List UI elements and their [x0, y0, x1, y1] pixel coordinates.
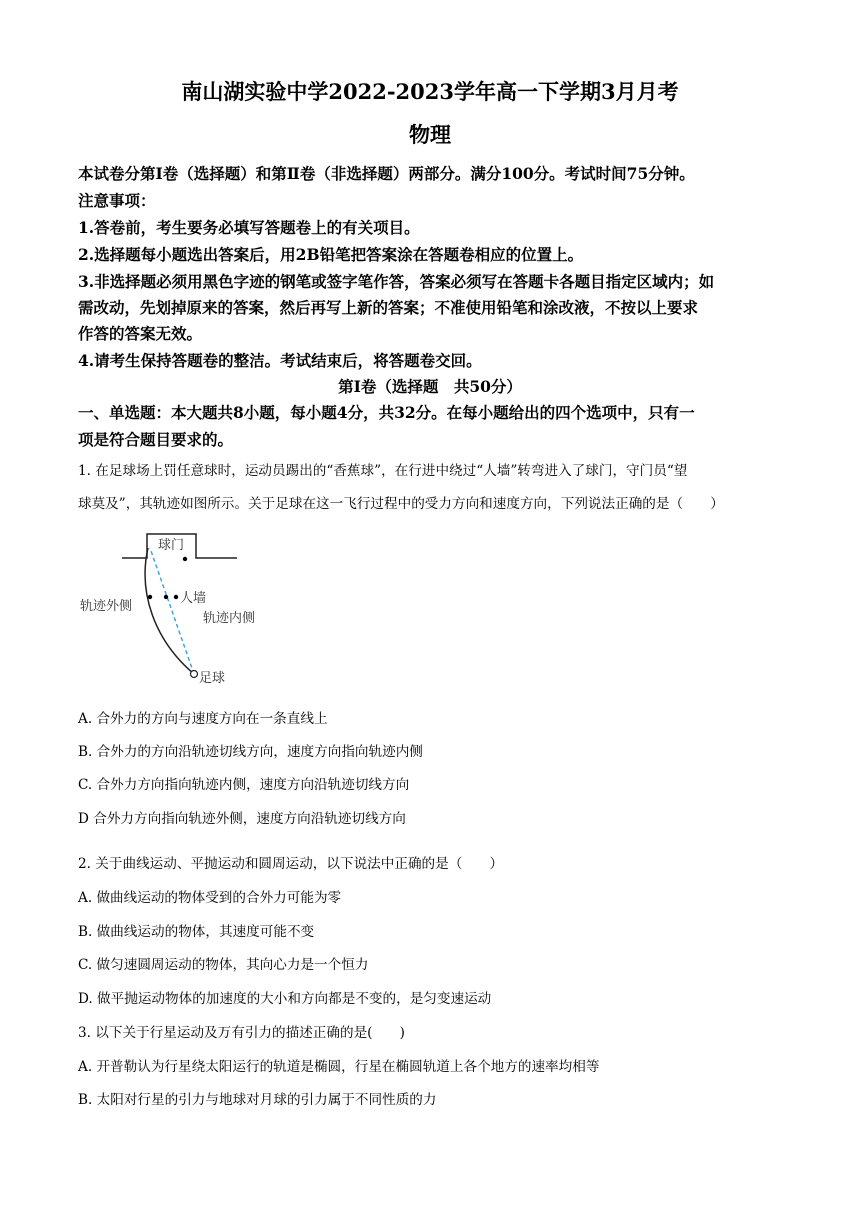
notice-3a: 3.非选择题必须用黑色字迹的钢笔或签字笔作答，答案必须写在答题卡各题目指定区域内；如 — [78, 272, 715, 291]
goalkeeper-dot — [183, 557, 187, 561]
q2-stem: 2. 关于曲线运动、平抛运动和圆周运动，以下说法中正确的是（ ） — [78, 856, 504, 872]
q2-option-b: B. 做曲线运动的物体，其速度可能不变 — [78, 924, 315, 940]
intro-line: 本试卷分第Ⅰ卷（选择题）和第Ⅱ卷（非选择题）两部分。满分100分。考试时间75分钟。 — [78, 164, 695, 183]
notice-2: 2.选择题每小题选出答案后，用2B铅笔把答案涂在答题卷相应的位置上。 — [78, 245, 584, 264]
q3-option-a: A. 开普勒认为行星绕太阳运行的轨道是椭圆，行星在椭圆轨道上各个地方的速率均相等 — [78, 1059, 600, 1075]
wall-dot — [164, 595, 168, 599]
notice-1: 1.答卷前，考生要务必填写答题卷上的有关项目。 — [78, 218, 420, 237]
trajectory-curve — [145, 548, 194, 674]
section-heading-b: 项是符合题目要求的。 — [78, 430, 234, 449]
label-inner: 轨迹内侧 — [203, 611, 256, 626]
q1-option-c: C. 合外力方向指向轨迹内侧，速度方向沿轨迹切线方向 — [78, 777, 410, 793]
q1-option-d: D 合外力方向指向轨迹外侧，速度方向沿轨迹切线方向 — [78, 811, 406, 827]
q1-option-a: A. 合外力的方向与速度方向在一条直线上 — [78, 711, 328, 727]
dashed-line — [150, 548, 194, 674]
notice-heading: 注意事项： — [78, 191, 156, 210]
q1-option-b: B. 合外力的方向沿轨迹切线方向，速度方向指向轨迹内侧 — [78, 744, 423, 760]
q2-option-a: A. 做曲线运动的物体受到的合外力可能为零 — [78, 890, 342, 906]
q1-figure — [72, 522, 272, 692]
q3-option-b: B. 太阳对行星的引力与地球对月球的引力属于不同性质的力 — [78, 1092, 437, 1108]
q1-stem-b: 球莫及”，其轨迹如图所示。关于足球在这一飞行过程中的受力方向和速度方向，下列说法正确的是（ ） — [78, 496, 724, 512]
label-ball: 足球 — [199, 671, 226, 686]
subject-title: 物理 — [409, 122, 451, 147]
wall-dot — [148, 595, 152, 599]
ball-circle — [191, 671, 198, 678]
notice-4: 4.请考生保持答题卷的整洁。考试结束后，将答题卷交回。 — [78, 351, 482, 370]
label-wall: 人墙 — [180, 591, 207, 606]
section-heading-a: 一、单选题：本大题共8小题，每小题4分，共32分。在每小题给出的四个选项中，只有一 — [78, 403, 695, 422]
notice-3c: 作答的答案无效。 — [78, 324, 203, 343]
q3-stem: 3. 以下关于行星运动及万有引力的描述正确的是( ) — [78, 1025, 405, 1041]
exam-title: 南山湖实验中学2022-2023学年高一下学期3月月考 — [181, 79, 679, 104]
notice-3b: 需改动，先划掉原来的答案，然后再写上新的答案；不准使用铅笔和涂改液，不按以上要求 — [78, 298, 699, 317]
label-goal: 球门 — [158, 538, 185, 553]
q2-option-d: D. 做平抛运动物体的加速度的大小和方向都是不变的，是匀变速运动 — [78, 991, 492, 1007]
q2-option-c: C. 做匀速圆周运动的物体，其向心力是一个恒力 — [78, 957, 369, 973]
label-outer: 轨迹外侧 — [80, 599, 133, 614]
wall-dot — [174, 595, 178, 599]
part1-heading: 第Ⅰ卷（选择题 共50分） — [338, 377, 522, 396]
q1-stem-a: 1. 在足球场上罚任意球时，运动员踢出的“香蕉球”，在行进中绕过“人墙”转弯进入了球门，守门员“望 — [78, 463, 688, 479]
